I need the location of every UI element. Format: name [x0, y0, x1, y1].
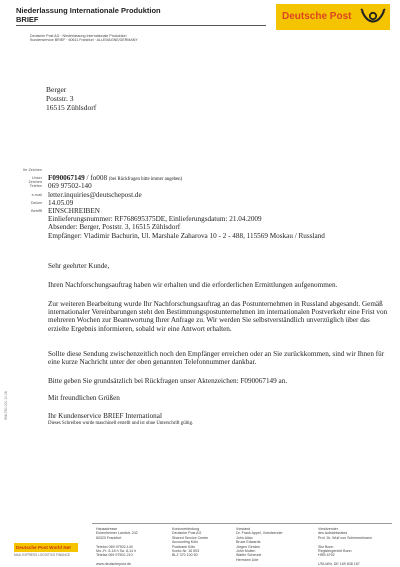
header-divider	[16, 25, 266, 26]
label-unser-zeichen: Unser Zeichen	[28, 176, 42, 184]
footer-col-address	[96, 527, 158, 567]
sender-line	[30, 34, 138, 42]
footer-line: Mo.-Fr. 8-18 h Sa. 8-14 h	[96, 549, 137, 554]
subject-block	[48, 207, 388, 240]
footer-line: 60320 Frankfurt	[96, 535, 122, 540]
footer-line: Prof. Dr. Wulf von Schimmelmann	[318, 535, 372, 540]
recipient-city: 16515 Zühlsdorf	[46, 103, 97, 112]
footer-line: Deutsche Post AG	[172, 531, 202, 536]
footer-line: Sitz Bonn	[318, 544, 334, 549]
footer-line: www.deutschepost.de	[96, 562, 131, 567]
label-datum: Datum	[30, 201, 42, 205]
paragraph-1: Ihren Nachforschungsauftrag haben wir erhalten und die erforderlichen Ermittlungen aufgenommen.	[48, 281, 338, 289]
footer-col-board	[236, 527, 298, 562]
footer-line: Postbank Köln	[172, 544, 196, 549]
footer-line: Telefon 069 97502-140	[96, 544, 133, 549]
signature: Ihr Kundenservice BRIEF International	[48, 412, 162, 420]
footer-line: HRB 6792	[318, 553, 335, 558]
header-division: Niederlassung Internationale Produktion	[16, 6, 161, 15]
footer-line: Konto-Nr. 16 503	[172, 549, 200, 554]
footer-line: Vorsitzender	[318, 527, 338, 531]
footer-line: Walter Scheurle	[236, 553, 262, 558]
email-value: letter.inquiries@deutschepost.de	[48, 191, 142, 199]
reference-rest: / fo008	[84, 174, 108, 182]
footer-line: Kontoverbindung	[172, 527, 200, 531]
closing: Mit freundlichen Grüßen	[48, 394, 120, 402]
salutation: Sehr geehrter Kunde,	[48, 262, 110, 270]
reference-bold: F090067149	[48, 174, 85, 182]
paragraph-3: Sollte diese Sendung zwischenzeitlich noch den Empfänger erreichen oder an Sie zurückkommen, sind wir Ihnen für eine kurze Nachricht unter der oben genannten Telefonnummer dankbar.	[48, 350, 385, 367]
machine-note: Dieses Schreiben wurde maschinell erstellt und ist ohne Unterschrift gültig.	[48, 421, 194, 426]
footer-line: Hermann Ude	[236, 557, 259, 562]
phone-value: 069 97502-140	[48, 182, 92, 190]
label-email: e-mail	[31, 193, 42, 197]
paragraph-2: Zur weiteren Bearbeitung wurde Ihr Nachforschungsauftrag an das Postunternehmen in Russland abgesandt. Gemäß internationaler Vereinbarungen steht den Bestimmungspostunternehmen im internationalen Postverkehr eine Frist von mehreren Wochen zur Beantwortung Ihrer Anfrage zu. Wir werden Sie selbstverständlich unverzüglich über das erzielte Ergebnis informieren, sobald wir eine Antwort erhalten.	[48, 300, 388, 333]
post-horn-icon	[360, 7, 386, 27]
form-code: 958-790-000 10.08	[4, 391, 8, 420]
recipient-name: Berger	[46, 85, 67, 94]
footer-line: Vorstand	[236, 527, 251, 531]
world-net-tagline: MAIL EXPRESS LOGISTICS FINANCE	[14, 553, 71, 557]
footer-line: John Allan	[236, 535, 253, 540]
footer-line: USt-IdNr. DE 169 838 187	[318, 562, 360, 567]
footer-line: Shared Service Center	[172, 535, 209, 540]
subject-line-1: EINSCHREIBEN	[48, 207, 100, 215]
footer-line: Jürgen Gerdes	[236, 544, 260, 549]
footer-line: Hausadresse	[96, 527, 118, 531]
subject-line-3: Absender: Berger, Poststr. 3, 16515 Zühlsdorf	[48, 223, 181, 232]
world-net-logo: Deutsche Post World Net	[14, 543, 78, 552]
footer-line: Bruce Edwards	[236, 540, 261, 545]
label-telefon: Telefon	[29, 184, 42, 188]
logo-text: Deutsche Post	[282, 11, 352, 22]
footer-line: Registergericht Bonn	[318, 549, 352, 554]
date-value: 14.05.09	[48, 199, 74, 207]
footer-divider	[92, 523, 392, 524]
footer-col-bank	[172, 527, 234, 558]
sender-line-1: Deutsche Post AG · Niederlassung Internationale Produktion	[30, 34, 127, 38]
header-brief: BRIEF	[16, 15, 39, 24]
footer-line: des Aufsichtsrates	[318, 531, 348, 536]
footer-line: Dr. Frank Appel, Vorsitzender	[236, 531, 283, 536]
subject-line-2: Einlieferungsnummer: RF768695375DE, Einlieferungsdatum: 21.04.2009	[48, 215, 262, 224]
label-betrifft: Betrifft	[31, 209, 42, 213]
subject-line-4: Empfänger: Vladimir Bachurin, Ul. Marshale Zaharova 10 - 2 - 488, 115569 Moskau / Russland	[48, 231, 325, 240]
recipient-address	[46, 85, 96, 112]
footer-line: Telefax 069 97502-210	[96, 553, 133, 558]
deutsche-post-logo	[276, 4, 390, 30]
footer-line: Eckenheimer Landstr. 242	[96, 531, 138, 536]
footer-line: John Mullen	[236, 549, 256, 554]
label-ihr-zeichen: Ihr Zeichen	[23, 168, 42, 172]
footer-line: Accounting Köln	[172, 540, 198, 545]
recipient-street: Poststr. 3	[46, 94, 74, 103]
footer-line: BLZ 370 100 50	[172, 553, 198, 558]
footer-col-register	[318, 527, 394, 567]
reference-note: (bei Rückfragen bitte immer angeben)	[108, 177, 183, 182]
sender-line-2: Kundenservice BRIEF · 60611 Frankfurt · ALLEMAGNE/GERMANY	[30, 38, 138, 43]
paragraph-4: Bitte geben Sie grundsätzlich bei Rückfragen unser Aktenzeichen: F090067149 an.	[48, 377, 288, 385]
